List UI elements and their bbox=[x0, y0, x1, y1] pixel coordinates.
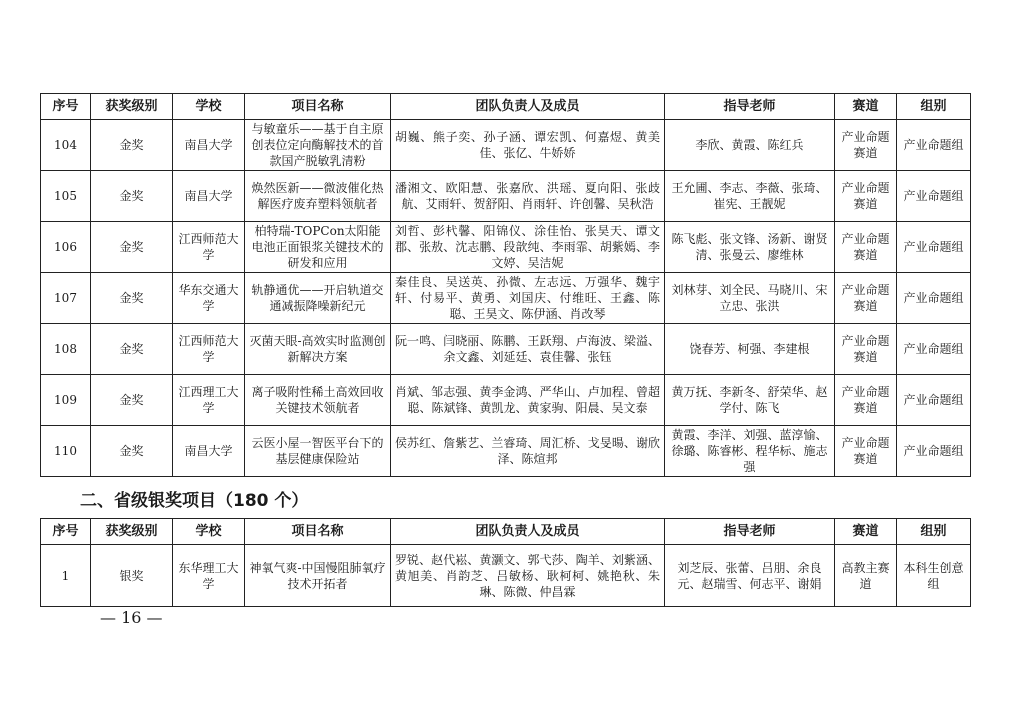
cell-track: 产业命题赛道 bbox=[835, 375, 897, 426]
cell-advisors: 陈飞彪、张文锋、汤新、谢贤清、张曼云、廖维林 bbox=[665, 222, 835, 273]
cell-level: 金奖 bbox=[91, 273, 173, 324]
cell-level: 金奖 bbox=[91, 324, 173, 375]
cell-no: 105 bbox=[41, 171, 91, 222]
cell-school: 南昌大学 bbox=[173, 426, 245, 477]
cell-level: 金奖 bbox=[91, 171, 173, 222]
header-group: 组别 bbox=[897, 519, 971, 545]
cell-group: 本科生创意组 bbox=[897, 545, 971, 607]
cell-track: 产业命题赛道 bbox=[835, 171, 897, 222]
cell-project: 焕然医新——微波催化热解医疗废弃塑料领航者 bbox=[245, 171, 391, 222]
table-row bbox=[41, 545, 971, 607]
cell-track: 高教主赛道 bbox=[835, 545, 897, 607]
cell-advisors: 黄霞、李洋、刘强、蓝淳愉、徐璐、陈睿彬、程华标、施志强 bbox=[665, 426, 835, 477]
cell-track: 产业命题赛道 bbox=[835, 273, 897, 324]
table-row bbox=[41, 120, 971, 171]
cell-group: 产业命题组 bbox=[897, 375, 971, 426]
cell-track: 产业命题赛道 bbox=[835, 324, 897, 375]
cell-project: 柏特瑞-TOPCon太阳能电池正面银浆关键技术的研发和应用 bbox=[245, 222, 391, 273]
cell-group: 产业命题组 bbox=[897, 120, 971, 171]
header-school: 学校 bbox=[173, 519, 245, 545]
section-title: 二、省级银奖项目（180 个） bbox=[80, 491, 309, 511]
cell-advisors: 刘芝辰、张蕾、吕朋、余良元、赵瑞雪、何志平、谢娟 bbox=[665, 545, 835, 607]
cell-track: 产业命题赛道 bbox=[835, 222, 897, 273]
cell-members: 罗锐、赵代崧、黄灏文、郭弋莎、陶羊、刘紫涵、黄旭美、肖韵芝、吕敏杨、耿柯柯、姚艳秋、朱琳、陈微、仲昌霖 bbox=[391, 545, 665, 607]
cell-members: 侯苏红、詹紫艺、兰睿琦、周汇桥、戈旻暘、谢欣泽、陈煊邦 bbox=[391, 426, 665, 477]
header-track: 赛道 bbox=[835, 94, 897, 120]
cell-level: 金奖 bbox=[91, 375, 173, 426]
header-advisors: 指导老师 bbox=[665, 94, 835, 120]
header-level: 获奖级别 bbox=[91, 519, 173, 545]
header-members: 团队负责人及成员 bbox=[391, 94, 665, 120]
cell-no: 108 bbox=[41, 324, 91, 375]
cell-group: 产业命题组 bbox=[897, 222, 971, 273]
header-track: 赛道 bbox=[835, 519, 897, 545]
table-header-row bbox=[41, 94, 971, 120]
table-row bbox=[41, 324, 971, 375]
cell-members: 阮一鸣、闫晓丽、陈鹏、王跃翔、卢海波、梁溢、余文鑫、刘延廷、袁佳馨、张钰 bbox=[391, 324, 665, 375]
cell-no: 1 bbox=[41, 545, 91, 607]
cell-group: 产业命题组 bbox=[897, 171, 971, 222]
cell-level: 金奖 bbox=[91, 120, 173, 171]
header-members: 团队负责人及成员 bbox=[391, 519, 665, 545]
cell-group: 产业命题组 bbox=[897, 324, 971, 375]
cell-school: 南昌大学 bbox=[173, 120, 245, 171]
cell-no: 109 bbox=[41, 375, 91, 426]
cell-school: 东华理工大学 bbox=[173, 545, 245, 607]
header-school: 学校 bbox=[173, 94, 245, 120]
cell-no: 106 bbox=[41, 222, 91, 273]
cell-track: 产业命题赛道 bbox=[835, 426, 897, 477]
header-group: 组别 bbox=[897, 94, 971, 120]
cell-members: 肖斌、邹志强、黄李金鸿、严华山、卢加程、曾超聪、陈斌锋、黄凯龙、黄家驹、阳晨、吴文泰 bbox=[391, 375, 665, 426]
cell-school: 江西师范大学 bbox=[173, 222, 245, 273]
cell-advisors: 王允圃、李志、李薇、张琦、崔宪、王靓妮 bbox=[665, 171, 835, 222]
cell-project: 与敏童乐——基于自主原创表位定向酶解技术的首款国产脱敏乳清粉 bbox=[245, 120, 391, 171]
table-row bbox=[41, 171, 971, 222]
header-level: 获奖级别 bbox=[91, 94, 173, 120]
gold-awards-table bbox=[40, 93, 971, 477]
cell-level: 金奖 bbox=[91, 222, 173, 273]
page-number: — 16 — bbox=[100, 608, 163, 627]
cell-advisors: 饶春芳、柯强、李建根 bbox=[665, 324, 835, 375]
cell-school: 江西理工大学 bbox=[173, 375, 245, 426]
cell-group: 产业命题组 bbox=[897, 426, 971, 477]
cell-project: 云医小屋一智医平台下的基层健康保险站 bbox=[245, 426, 391, 477]
cell-school: 南昌大学 bbox=[173, 171, 245, 222]
cell-level: 金奖 bbox=[91, 426, 173, 477]
table-header-row bbox=[41, 519, 971, 545]
cell-advisors: 黄万抚、李新冬、舒荣华、赵学付、陈飞 bbox=[665, 375, 835, 426]
table-row bbox=[41, 222, 971, 273]
cell-project: 轨静通优——开启轨道交通减振降噪新纪元 bbox=[245, 273, 391, 324]
header-advisors: 指导老师 bbox=[665, 519, 835, 545]
header-project: 项目名称 bbox=[245, 94, 391, 120]
cell-advisors: 李欣、黄霞、陈红兵 bbox=[665, 120, 835, 171]
cell-project: 灭菌天眼-高效实时监测创新解决方案 bbox=[245, 324, 391, 375]
table-row bbox=[41, 426, 971, 477]
cell-project: 离子吸附性稀土高效回收关键技术领航者 bbox=[245, 375, 391, 426]
cell-group: 产业命题组 bbox=[897, 273, 971, 324]
cell-advisors: 刘林芽、刘全民、马晓川、宋立忠、张洪 bbox=[665, 273, 835, 324]
cell-members: 胡巍、熊子奕、孙子涵、谭宏凯、何嘉煜、黄美佳、张亿、牛娇娇 bbox=[391, 120, 665, 171]
cell-no: 104 bbox=[41, 120, 91, 171]
header-no: 序号 bbox=[41, 94, 91, 120]
cell-members: 潘湘文、欧阳慧、张嘉欣、洪瑶、夏向阳、张歧航、艾雨轩、贺舒阳、肖雨轩、许创馨、吴秋浩 bbox=[391, 171, 665, 222]
silver-awards-table bbox=[40, 518, 971, 607]
header-no: 序号 bbox=[41, 519, 91, 545]
cell-school: 江西师范大学 bbox=[173, 324, 245, 375]
table-row bbox=[41, 375, 971, 426]
cell-members: 刘哲、彭杙馨、阳锦仪、涂佳怡、张昊天、谭文郡、张敖、沈志鹏、段歆纯、李雨霏、胡紫嫣、李文婷、吴洁妮 bbox=[391, 222, 665, 273]
cell-school: 华东交通大学 bbox=[173, 273, 245, 324]
header-project: 项目名称 bbox=[245, 519, 391, 545]
cell-level: 银奖 bbox=[91, 545, 173, 607]
cell-no: 110 bbox=[41, 426, 91, 477]
cell-members: 秦佳良、吴送英、孙微、左志远、万强华、魏宇轩、付易平、黄勇、刘国庆、付维旺、王鑫、陈聪、王昊文、陈伊涵、肖改琴 bbox=[391, 273, 665, 324]
cell-no: 107 bbox=[41, 273, 91, 324]
cell-track: 产业命题赛道 bbox=[835, 120, 897, 171]
table-row bbox=[41, 273, 971, 324]
cell-project: 神氧气爽-中国慢阻肺氧疗技术开拓者 bbox=[245, 545, 391, 607]
